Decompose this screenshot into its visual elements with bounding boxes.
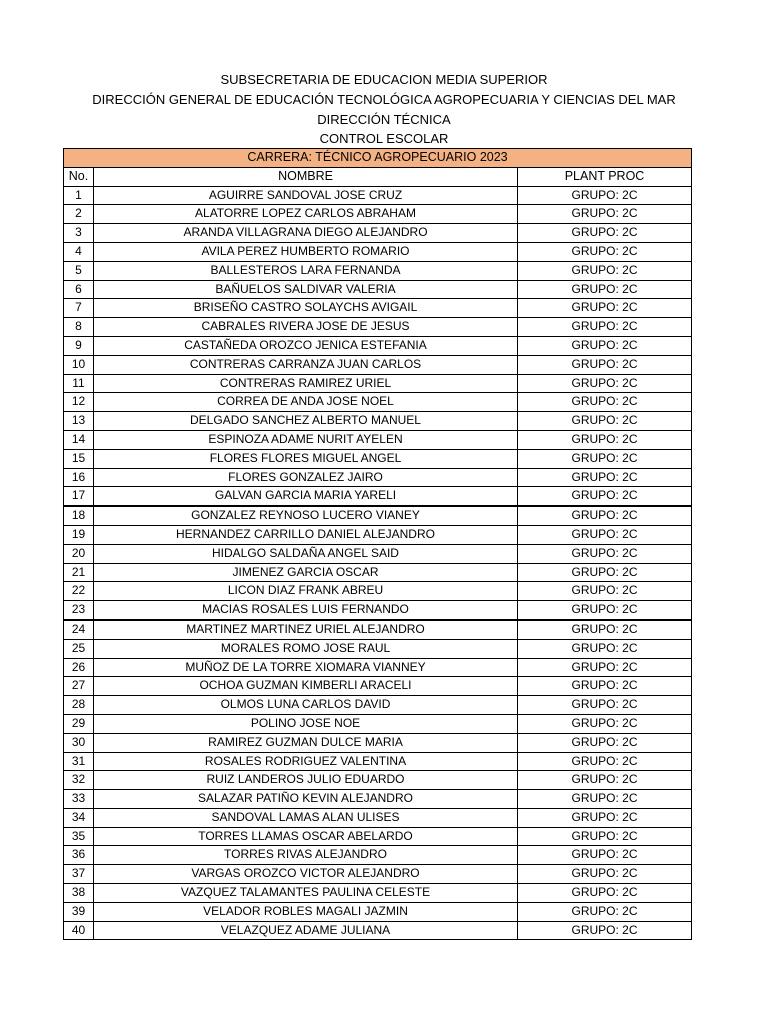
column-header-row: [64, 167, 692, 186]
student-name: MUÑOZ DE LA TORRE XIOMARA VIANNEY: [94, 658, 518, 677]
table-row: [64, 506, 692, 525]
student-name: BRISEÑO CASTRO SOLAYCHS AVIGAIL: [94, 299, 518, 318]
row-number: 21: [64, 563, 94, 582]
student-name: GALVAN GARCIA MARIA YARELI: [94, 487, 518, 506]
group-value: GRUPO: 2C: [518, 393, 692, 412]
student-name: BAÑUELOS SALDIVAR VALERIA: [94, 280, 518, 299]
row-number: 24: [64, 620, 94, 639]
student-name: OCHOA GUZMAN KIMBERLI ARACELI: [94, 677, 518, 696]
group-value: GRUPO: 2C: [518, 601, 692, 620]
column-header-name: NOMBRE: [94, 167, 518, 186]
student-name: VARGAS OROZCO VICTOR ALEJANDRO: [94, 865, 518, 884]
row-number: 31: [64, 752, 94, 771]
group-value: GRUPO: 2C: [518, 582, 692, 601]
row-number: 17: [64, 487, 94, 506]
table-row: [64, 771, 692, 790]
table-row: [64, 696, 692, 715]
table-row: [64, 261, 692, 280]
table-row: [64, 318, 692, 337]
table-row: [64, 224, 692, 243]
student-name: OLMOS LUNA CARLOS DAVID: [94, 696, 518, 715]
table-row: [64, 525, 692, 544]
table-row: [64, 430, 692, 449]
row-number: 18: [64, 506, 94, 525]
student-name: DELGADO SANCHEZ ALBERTO MANUEL: [94, 412, 518, 431]
student-name: TORRES RIVAS ALEJANDRO: [94, 846, 518, 865]
table-row: [64, 790, 692, 809]
table-row: [64, 449, 692, 468]
group-value: GRUPO: 2C: [518, 696, 692, 715]
student-name: ROSALES RODRIGUEZ VALENTINA: [94, 752, 518, 771]
table-row: [64, 487, 692, 506]
group-value: GRUPO: 2C: [518, 299, 692, 318]
student-name: CABRALES RIVERA JOSE DE JESUS: [94, 318, 518, 337]
group-value: GRUPO: 2C: [518, 714, 692, 733]
row-number: 12: [64, 393, 94, 412]
row-number: 20: [64, 544, 94, 563]
student-name: SANDOVAL LAMAS ALAN ULISES: [94, 808, 518, 827]
table-row: [64, 299, 692, 318]
header-line-general-directorate: DIRECCIÓN GENERAL DE EDUCACIÓN TECNOLÓGICA AGROPECUARIA Y CIENCIAS DEL MAR: [92, 91, 676, 107]
student-name: JIMENEZ GARCIA OSCAR: [94, 563, 518, 582]
table-row: [64, 242, 692, 261]
group-value: GRUPO: 2C: [518, 318, 692, 337]
group-value: GRUPO: 2C: [518, 902, 692, 921]
group-value: GRUPO: 2C: [518, 639, 692, 658]
student-name: HERNANDEZ CARRILLO DANIEL ALEJANDRO: [94, 525, 518, 544]
group-value: GRUPO: 2C: [518, 205, 692, 224]
table-row: [64, 620, 692, 639]
student-name: AVILA PEREZ HUMBERTO ROMARIO: [94, 242, 518, 261]
header-line-technical-directorate: DIRECCIÓN TÉCNICA: [317, 111, 451, 127]
student-name: CASTAÑEDA OROZCO JENICA ESTEFANIA: [94, 336, 518, 355]
group-value: GRUPO: 2C: [518, 846, 692, 865]
group-value: GRUPO: 2C: [518, 563, 692, 582]
table-row: [64, 336, 692, 355]
table-row: [64, 846, 692, 865]
row-number: 23: [64, 601, 94, 620]
row-number: 10: [64, 355, 94, 374]
student-name: CORREA DE ANDA JOSE NOEL: [94, 393, 518, 412]
header-line-undersecretariat: SUBSECRETARIA DE EDUCACION MEDIA SUPERIOR: [220, 72, 548, 87]
student-name: VAZQUEZ TALAMANTES PAULINA CELESTE: [94, 884, 518, 903]
row-number: 7: [64, 299, 94, 318]
table-row: [64, 412, 692, 431]
student-name: RUIZ LANDEROS JULIO EDUARDO: [94, 771, 518, 790]
group-value: GRUPO: 2C: [518, 827, 692, 846]
student-name: POLINO JOSE NOE: [94, 714, 518, 733]
group-value: GRUPO: 2C: [518, 921, 692, 940]
row-number: 4: [64, 242, 94, 261]
column-header-number: No.: [64, 167, 94, 186]
table-row: [64, 355, 692, 374]
group-value: GRUPO: 2C: [518, 487, 692, 506]
career-banner-row: [64, 149, 692, 168]
student-name: RAMIREZ GUZMAN DULCE MARIA: [94, 733, 518, 752]
student-name: ESPINOZA ADAME NURIT AYELEN: [94, 430, 518, 449]
table-row: [64, 902, 692, 921]
table-row: [64, 865, 692, 884]
group-value: GRUPO: 2C: [518, 242, 692, 261]
group-value: GRUPO: 2C: [518, 658, 692, 677]
table-row: [64, 752, 692, 771]
row-number: 34: [64, 808, 94, 827]
row-number: 16: [64, 468, 94, 487]
group-value: GRUPO: 2C: [518, 733, 692, 752]
row-number: 6: [64, 280, 94, 299]
student-name: SALAZAR PATIÑO KEVIN ALEJANDRO: [94, 790, 518, 809]
row-number: 36: [64, 846, 94, 865]
row-number: 26: [64, 658, 94, 677]
student-name: HIDALGO SALDAÑA ANGEL SAID: [94, 544, 518, 563]
document-header: [0, 70, 768, 149]
row-number: 13: [64, 412, 94, 431]
row-number: 29: [64, 714, 94, 733]
table-row: [64, 544, 692, 563]
row-number: 33: [64, 790, 94, 809]
group-value: GRUPO: 2C: [518, 355, 692, 374]
table-row: [64, 186, 692, 205]
row-number: 27: [64, 677, 94, 696]
group-value: GRUPO: 2C: [518, 261, 692, 280]
student-name: TORRES LLAMAS OSCAR ABELARDO: [94, 827, 518, 846]
group-value: GRUPO: 2C: [518, 280, 692, 299]
student-name: BALLESTEROS LARA FERNANDA: [94, 261, 518, 280]
row-number: 1: [64, 186, 94, 205]
group-value: GRUPO: 2C: [518, 186, 692, 205]
table-row: [64, 808, 692, 827]
row-number: 40: [64, 921, 94, 940]
row-number: 2: [64, 205, 94, 224]
table-row: [64, 374, 692, 393]
table-row: [64, 677, 692, 696]
group-value: GRUPO: 2C: [518, 808, 692, 827]
group-value: GRUPO: 2C: [518, 224, 692, 243]
table-row: [64, 582, 692, 601]
group-value: GRUPO: 2C: [518, 677, 692, 696]
table-row: [64, 714, 692, 733]
group-value: GRUPO: 2C: [518, 790, 692, 809]
row-number: 3: [64, 224, 94, 243]
group-value: GRUPO: 2C: [518, 865, 692, 884]
table-row: [64, 280, 692, 299]
group-value: GRUPO: 2C: [518, 544, 692, 563]
table-row: [64, 658, 692, 677]
student-name: VELAZQUEZ ADAME JULIANA: [94, 921, 518, 940]
table-row: [64, 468, 692, 487]
student-name: AGUIRRE SANDOVAL JOSE CRUZ: [94, 186, 518, 205]
student-name: MARTINEZ MARTINEZ URIEL ALEJANDRO: [94, 620, 518, 639]
table-row: [64, 884, 692, 903]
row-number: 5: [64, 261, 94, 280]
student-name: GONZALEZ REYNOSO LUCERO VIANEY: [94, 506, 518, 525]
group-value: GRUPO: 2C: [518, 449, 692, 468]
column-header-group: PLANT PROC: [518, 167, 692, 186]
row-number: 14: [64, 430, 94, 449]
group-value: GRUPO: 2C: [518, 771, 692, 790]
group-value: GRUPO: 2C: [518, 506, 692, 525]
student-name: MORALES ROMO JOSE RAUL: [94, 639, 518, 658]
student-name: FLORES GONZALEZ JAIRO: [94, 468, 518, 487]
row-number: 35: [64, 827, 94, 846]
group-value: GRUPO: 2C: [518, 752, 692, 771]
row-number: 30: [64, 733, 94, 752]
student-name: ARANDA VILLAGRANA DIEGO ALEJANDRO: [94, 224, 518, 243]
student-name: MACIAS ROSALES LUIS FERNANDO: [94, 601, 518, 620]
row-number: 19: [64, 525, 94, 544]
group-value: GRUPO: 2C: [518, 525, 692, 544]
row-number: 28: [64, 696, 94, 715]
table-row: [64, 733, 692, 752]
table-row: [64, 601, 692, 620]
group-value: GRUPO: 2C: [518, 374, 692, 393]
table-row: [64, 639, 692, 658]
row-number: 15: [64, 449, 94, 468]
row-number: 22: [64, 582, 94, 601]
student-name: FLORES FLORES MIGUEL ANGEL: [94, 449, 518, 468]
row-number: 37: [64, 865, 94, 884]
group-value: GRUPO: 2C: [518, 336, 692, 355]
student-name: VELADOR ROBLES MAGALI JAZMIN: [94, 902, 518, 921]
group-value: GRUPO: 2C: [518, 620, 692, 639]
row-number: 25: [64, 639, 94, 658]
row-number: 39: [64, 902, 94, 921]
table-row: [64, 921, 692, 940]
group-value: GRUPO: 2C: [518, 884, 692, 903]
group-value: GRUPO: 2C: [518, 468, 692, 487]
table-row: [64, 393, 692, 412]
student-name: ALATORRE LOPEZ CARLOS ABRAHAM: [94, 205, 518, 224]
table-row: [64, 563, 692, 582]
group-value: GRUPO: 2C: [518, 430, 692, 449]
career-title: CARRERA: TÉCNICO AGROPECUARIO 2023: [64, 149, 692, 168]
row-number: 9: [64, 336, 94, 355]
student-name: LICON DIAZ FRANK ABREU: [94, 582, 518, 601]
row-number: 32: [64, 771, 94, 790]
row-number: 8: [64, 318, 94, 337]
student-name: CONTRERAS CARRANZA JUAN CARLOS: [94, 355, 518, 374]
group-value: GRUPO: 2C: [518, 412, 692, 431]
header-line-school-control: CONTROL ESCOLAR: [319, 131, 449, 147]
student-name: CONTRERAS RAMIREZ URIEL: [94, 374, 518, 393]
student-roster-table: [63, 148, 692, 940]
roster-body: [64, 186, 692, 940]
row-number: 11: [64, 374, 94, 393]
table-row: [64, 205, 692, 224]
table-row: [64, 827, 692, 846]
row-number: 38: [64, 884, 94, 903]
